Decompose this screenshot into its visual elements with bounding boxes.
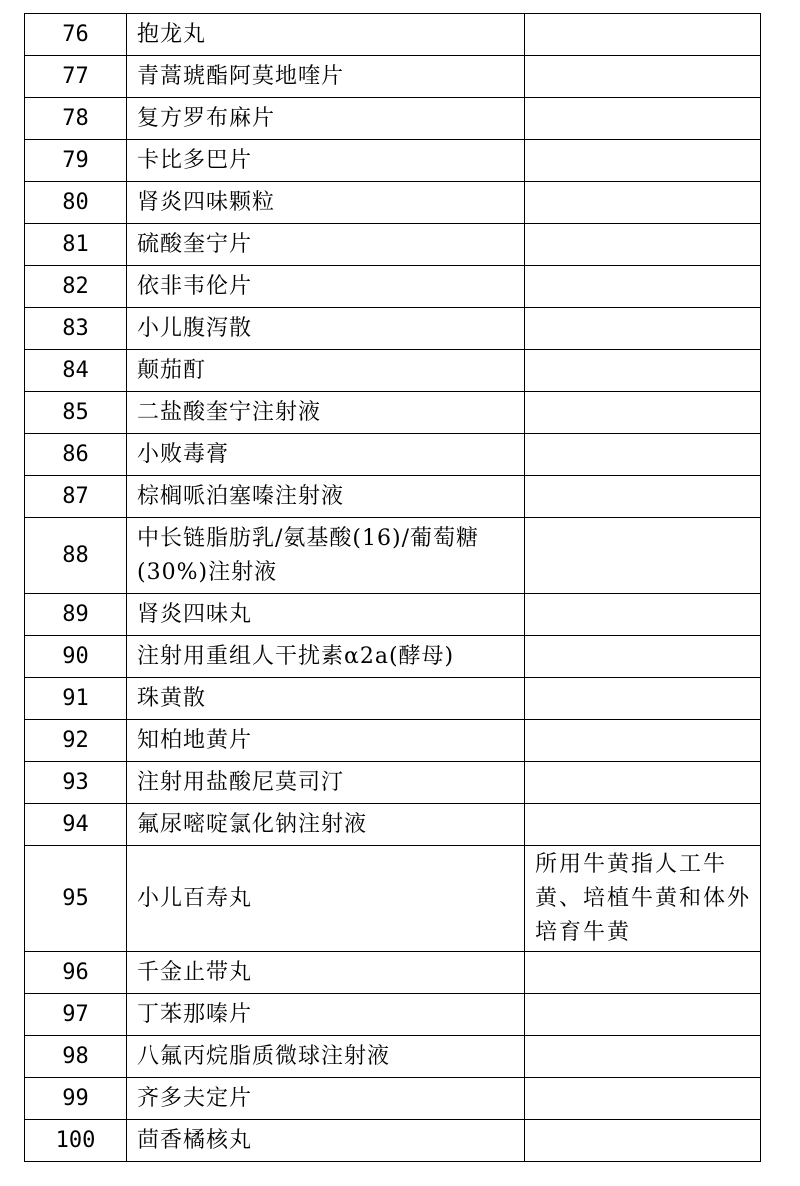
table-row (25, 720, 761, 762)
drug-note (525, 224, 761, 266)
drug-name: 颠茄酊 (127, 350, 525, 392)
row-number: 83 (25, 308, 127, 350)
row-number: 87 (25, 476, 127, 518)
drug-name: 肾炎四味颗粒 (127, 182, 525, 224)
row-number: 77 (25, 56, 127, 98)
row-number: 94 (25, 804, 127, 846)
drug-note (525, 762, 761, 804)
row-number: 99 (25, 1078, 127, 1120)
row-number: 84 (25, 350, 127, 392)
drug-note (525, 594, 761, 636)
table-row (25, 14, 761, 56)
drug-note (525, 1078, 761, 1120)
row-number: 82 (25, 266, 127, 308)
table-row (25, 434, 761, 476)
table-row (25, 392, 761, 434)
drug-note (525, 350, 761, 392)
drug-note (525, 720, 761, 762)
table-row (25, 518, 761, 594)
table-row (25, 846, 761, 952)
row-number: 80 (25, 182, 127, 224)
table-row (25, 98, 761, 140)
drug-note (525, 678, 761, 720)
drug-note (525, 636, 761, 678)
row-number: 79 (25, 140, 127, 182)
drug-name: 齐多夫定片 (127, 1078, 525, 1120)
drug-name: 肾炎四味丸 (127, 594, 525, 636)
row-number: 86 (25, 434, 127, 476)
table-row (25, 266, 761, 308)
row-number: 89 (25, 594, 127, 636)
table-row (25, 182, 761, 224)
drug-name: 中长链脂肪乳/氨基酸(16)/葡萄糖(30%)注射液 (127, 518, 525, 594)
row-number: 98 (25, 1036, 127, 1078)
row-number: 97 (25, 994, 127, 1036)
drug-note (525, 14, 761, 56)
drug-name: 二盐酸奎宁注射液 (127, 392, 525, 434)
row-number: 78 (25, 98, 127, 140)
drug-note (525, 308, 761, 350)
drug-note (525, 518, 761, 594)
drug-name: 注射用盐酸尼莫司汀 (127, 762, 525, 804)
drug-name: 茴香橘核丸 (127, 1120, 525, 1162)
drug-note: 所用牛黄指人工牛黄、培植牛黄和体外培育牛黄 (525, 846, 761, 952)
table-row (25, 804, 761, 846)
drug-note (525, 994, 761, 1036)
drug-note (525, 182, 761, 224)
row-number: 95 (25, 846, 127, 952)
row-number: 93 (25, 762, 127, 804)
drug-note (525, 98, 761, 140)
table-row (25, 56, 761, 98)
row-number: 90 (25, 636, 127, 678)
drug-note (525, 434, 761, 476)
table-row (25, 636, 761, 678)
drug-name: 氟尿嘧啶氯化钠注射液 (127, 804, 525, 846)
drug-name: 卡比多巴片 (127, 140, 525, 182)
table-row (25, 350, 761, 392)
table-row (25, 308, 761, 350)
row-number: 92 (25, 720, 127, 762)
drug-name: 千金止带丸 (127, 952, 525, 994)
drug-name: 小儿百寿丸 (127, 846, 525, 952)
drug-name: 小败毒膏 (127, 434, 525, 476)
drug-note (525, 140, 761, 182)
drug-name: 依非韦伦片 (127, 266, 525, 308)
drug-note (525, 56, 761, 98)
drug-list-body (25, 14, 761, 1162)
drug-name: 硫酸奎宁片 (127, 224, 525, 266)
table-row (25, 224, 761, 266)
table-row (25, 594, 761, 636)
row-number: 81 (25, 224, 127, 266)
table-row (25, 952, 761, 994)
drug-name: 棕榈哌泊塞嗪注射液 (127, 476, 525, 518)
row-number: 76 (25, 14, 127, 56)
table-row (25, 1120, 761, 1162)
row-number: 91 (25, 678, 127, 720)
table-row (25, 678, 761, 720)
drug-name: 知柏地黄片 (127, 720, 525, 762)
table-row (25, 1036, 761, 1078)
drug-note (525, 1036, 761, 1078)
drug-list-table (24, 13, 761, 1162)
table-row (25, 994, 761, 1036)
row-number: 88 (25, 518, 127, 594)
drug-note (525, 1120, 761, 1162)
table-row (25, 1078, 761, 1120)
drug-name: 复方罗布麻片 (127, 98, 525, 140)
drug-name: 丁苯那嗪片 (127, 994, 525, 1036)
drug-name: 珠黄散 (127, 678, 525, 720)
drug-note (525, 266, 761, 308)
drug-name: 小儿腹泻散 (127, 308, 525, 350)
drug-note (525, 476, 761, 518)
drug-name: 青蒿琥酯阿莫地喹片 (127, 56, 525, 98)
table-row (25, 762, 761, 804)
row-number: 100 (25, 1120, 127, 1162)
drug-name: 注射用重组人干扰素α2a(酵母) (127, 636, 525, 678)
row-number: 85 (25, 392, 127, 434)
table-row (25, 140, 761, 182)
drug-note (525, 804, 761, 846)
drug-note (525, 952, 761, 994)
row-number: 96 (25, 952, 127, 994)
drug-name: 抱龙丸 (127, 14, 525, 56)
drug-name: 八氟丙烷脂质微球注射液 (127, 1036, 525, 1078)
table-row (25, 476, 761, 518)
drug-note (525, 392, 761, 434)
